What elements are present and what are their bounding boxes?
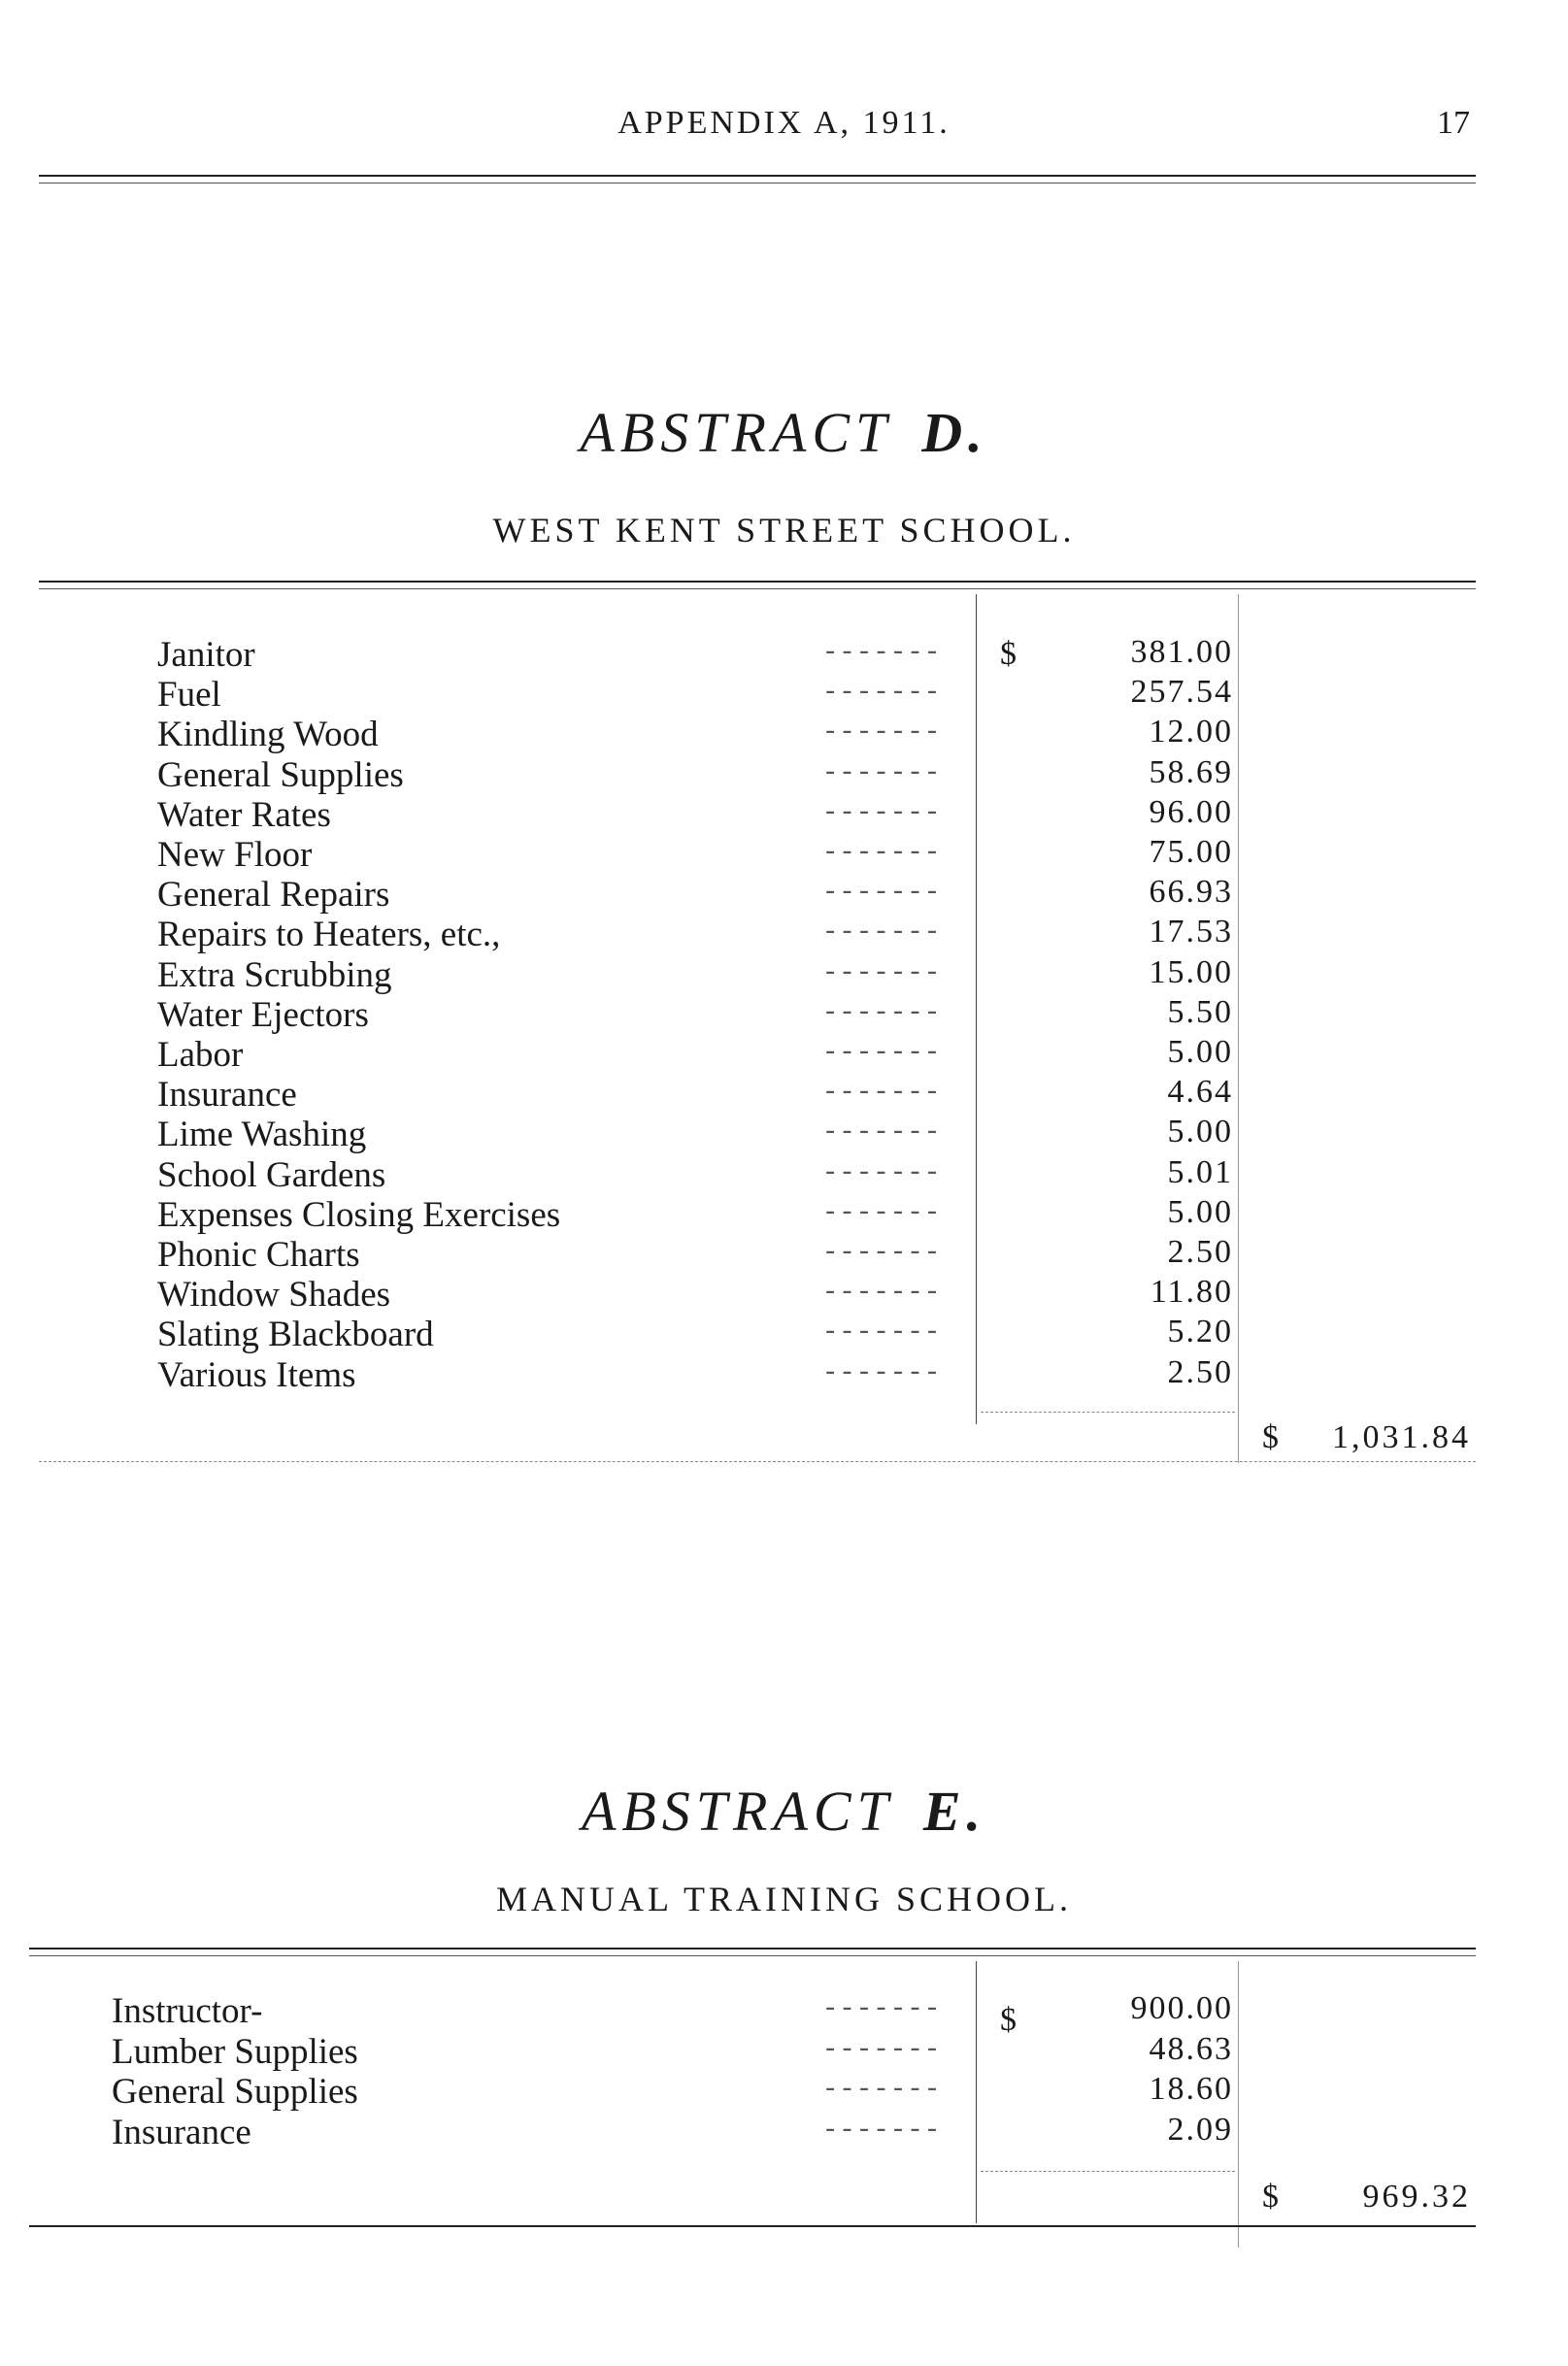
item-amount: 257.54	[1130, 674, 1233, 711]
item-label: School Gardens	[157, 1154, 386, 1195]
table-row	[0, 1354, 1568, 1394]
item-label: Water Rates	[157, 794, 331, 835]
table-row	[0, 2112, 1568, 2151]
table-row	[0, 1074, 1568, 1114]
item-label: Lime Washing	[157, 1115, 367, 1155]
item-label: Slating Blackboard	[157, 1315, 434, 1355]
item-label: Fuel	[157, 675, 221, 716]
table-row	[0, 1194, 1568, 1234]
dot-leader: - - - - - - -	[825, 993, 937, 1026]
table-row	[0, 1234, 1568, 1274]
table-row	[0, 634, 1568, 674]
item-label: New Floor	[157, 835, 313, 875]
dot-leader: - - - - - - -	[825, 1990, 937, 2022]
table-row	[0, 954, 1568, 994]
item-amount: 58.69	[1149, 753, 1233, 790]
abstract-e-title-text: ABSTRACT	[581, 1780, 894, 1843]
dot-leader: - - - - - - -	[825, 874, 937, 907]
item-label: Various Items	[157, 1354, 356, 1395]
item-amount: 5.00	[1167, 1193, 1233, 1230]
dot-leader: - - - - - - -	[825, 793, 937, 826]
abstract-d-subtotal-rule	[981, 1412, 1235, 1413]
table-row	[0, 1274, 1568, 1314]
table-row	[0, 1990, 1568, 2030]
table-row	[0, 1114, 1568, 1153]
abstract-d-total-currency-sign: $	[1262, 1419, 1279, 1455]
dot-leader: - - - - - - -	[825, 1314, 937, 1347]
dot-leader: - - - - - - -	[825, 753, 937, 786]
table-row	[0, 2071, 1568, 2111]
abstract-e-letter: E.	[922, 1780, 987, 1843]
item-amount: 381.00	[1130, 634, 1233, 670]
dot-leader: - - - - - - -	[825, 674, 937, 707]
abstract-e-subtotal-rule	[981, 2171, 1235, 2172]
item-label: Extra Scrubbing	[157, 954, 392, 995]
item-label: Expenses Closing Exercises	[157, 1194, 561, 1235]
item-amount: 4.64	[1167, 1074, 1233, 1111]
item-label: Window Shades	[157, 1275, 391, 1316]
item-amount: 75.00	[1149, 834, 1233, 870]
abstract-d-title-text: ABSTRACT	[580, 401, 893, 464]
abstract-e-total-currency-sign: $	[1262, 2179, 1279, 2215]
item-label: Phonic Charts	[157, 1235, 360, 1275]
abstract-e-title	[0, 1779, 1568, 1844]
table-row	[0, 714, 1568, 753]
item-amount: 5.20	[1167, 1314, 1233, 1350]
item-label: Water Ejectors	[157, 994, 369, 1035]
abstract-d-letter: D.	[921, 401, 988, 464]
item-amount: 5.00	[1167, 1034, 1233, 1070]
table-row	[0, 1154, 1568, 1194]
table-row	[0, 874, 1568, 914]
abstract-e-subtitle: MANUAL TRAINING SCHOOL.	[496, 1880, 1072, 1918]
abstract-e-total: 969.32	[1362, 2179, 1471, 2215]
dot-leader: - - - - - - -	[825, 1353, 937, 1386]
dot-leader: - - - - - - -	[825, 1034, 937, 1066]
table-row	[0, 994, 1568, 1034]
item-amount: 11.80	[1150, 1274, 1233, 1311]
item-amount: 15.00	[1149, 953, 1233, 990]
dot-leader: - - - - - - -	[825, 914, 937, 947]
abstract-d-top-rule-secondary	[39, 588, 1476, 589]
item-amount: 2.50	[1167, 1353, 1233, 1390]
dot-leader: - - - - - - -	[825, 834, 937, 866]
item-amount: 2.50	[1167, 1234, 1233, 1270]
table-row	[0, 834, 1568, 874]
item-label: Lumber Supplies	[112, 2031, 358, 2072]
dot-leader: - - - - - - -	[825, 2071, 937, 2103]
dot-leader: - - - - - - -	[825, 1153, 937, 1186]
item-amount: 900.00	[1130, 1990, 1233, 2026]
dot-leader: - - - - - - -	[825, 1074, 937, 1107]
item-label: Labor	[157, 1035, 244, 1075]
item-label: General Repairs	[157, 875, 390, 916]
table-row	[0, 2031, 1568, 2071]
item-label: General Supplies	[112, 2072, 358, 2112]
item-label: Insurance	[157, 1075, 297, 1116]
table-row	[0, 914, 1568, 953]
running-head: APPENDIX A, 1911.	[617, 105, 951, 141]
item-amount: 12.00	[1149, 714, 1233, 750]
dot-leader: - - - - - - -	[825, 714, 937, 747]
table-row	[0, 1314, 1568, 1353]
abstract-d-total: 1,031.84	[1332, 1419, 1471, 1455]
dot-leader: - - - - - - -	[825, 2030, 937, 2063]
item-amount: 2.09	[1167, 2111, 1233, 2148]
abstract-d-top-rule	[39, 581, 1476, 583]
dot-leader: - - - - - - -	[825, 953, 937, 986]
item-amount: 96.00	[1149, 793, 1233, 830]
table-row	[0, 1034, 1568, 1074]
item-label: Instructor-	[112, 1991, 263, 2031]
abstract-d-subtitle: WEST KENT STREET SCHOOL.	[492, 511, 1076, 550]
item-amount: 5.01	[1167, 1153, 1233, 1190]
table-row	[0, 754, 1568, 794]
abstract-d-bottom-rule	[39, 1461, 1476, 1462]
abstract-d-title	[0, 400, 1568, 465]
dot-leader: - - - - - - -	[825, 1234, 937, 1266]
item-amount: 5.00	[1167, 1114, 1233, 1150]
abstract-e-currency-sign: $	[1000, 2002, 1017, 2038]
header-rule	[39, 175, 1476, 177]
item-amount: 66.93	[1149, 874, 1233, 911]
table-row	[0, 674, 1568, 714]
abstract-e-top-rule	[29, 1948, 1476, 1949]
dot-leader: - - - - - - -	[825, 1114, 937, 1147]
dot-leader: - - - - - - -	[825, 2111, 937, 2144]
abstract-d-currency-sign: $	[1000, 636, 1017, 672]
dot-leader: - - - - - - -	[825, 1193, 937, 1226]
abstract-e-bottom-rule	[29, 2225, 1476, 2227]
item-label: General Supplies	[157, 754, 404, 795]
table-row	[0, 794, 1568, 834]
abstract-e-top-rule-secondary	[29, 1955, 1476, 1956]
item-amount: 5.50	[1167, 993, 1233, 1030]
page-number: 17	[1437, 105, 1470, 141]
item-label: Repairs to Heaters, etc.,	[157, 915, 501, 955]
item-label: Kindling Wood	[157, 715, 379, 755]
item-label: Janitor	[157, 635, 255, 675]
item-amount: 18.60	[1149, 2071, 1233, 2107]
dot-leader: - - - - - - -	[825, 634, 937, 666]
item-label: Insurance	[112, 2112, 251, 2152]
item-amount: 17.53	[1149, 914, 1233, 950]
dot-leader: - - - - - - -	[825, 1274, 937, 1307]
item-amount: 48.63	[1149, 2030, 1233, 2067]
